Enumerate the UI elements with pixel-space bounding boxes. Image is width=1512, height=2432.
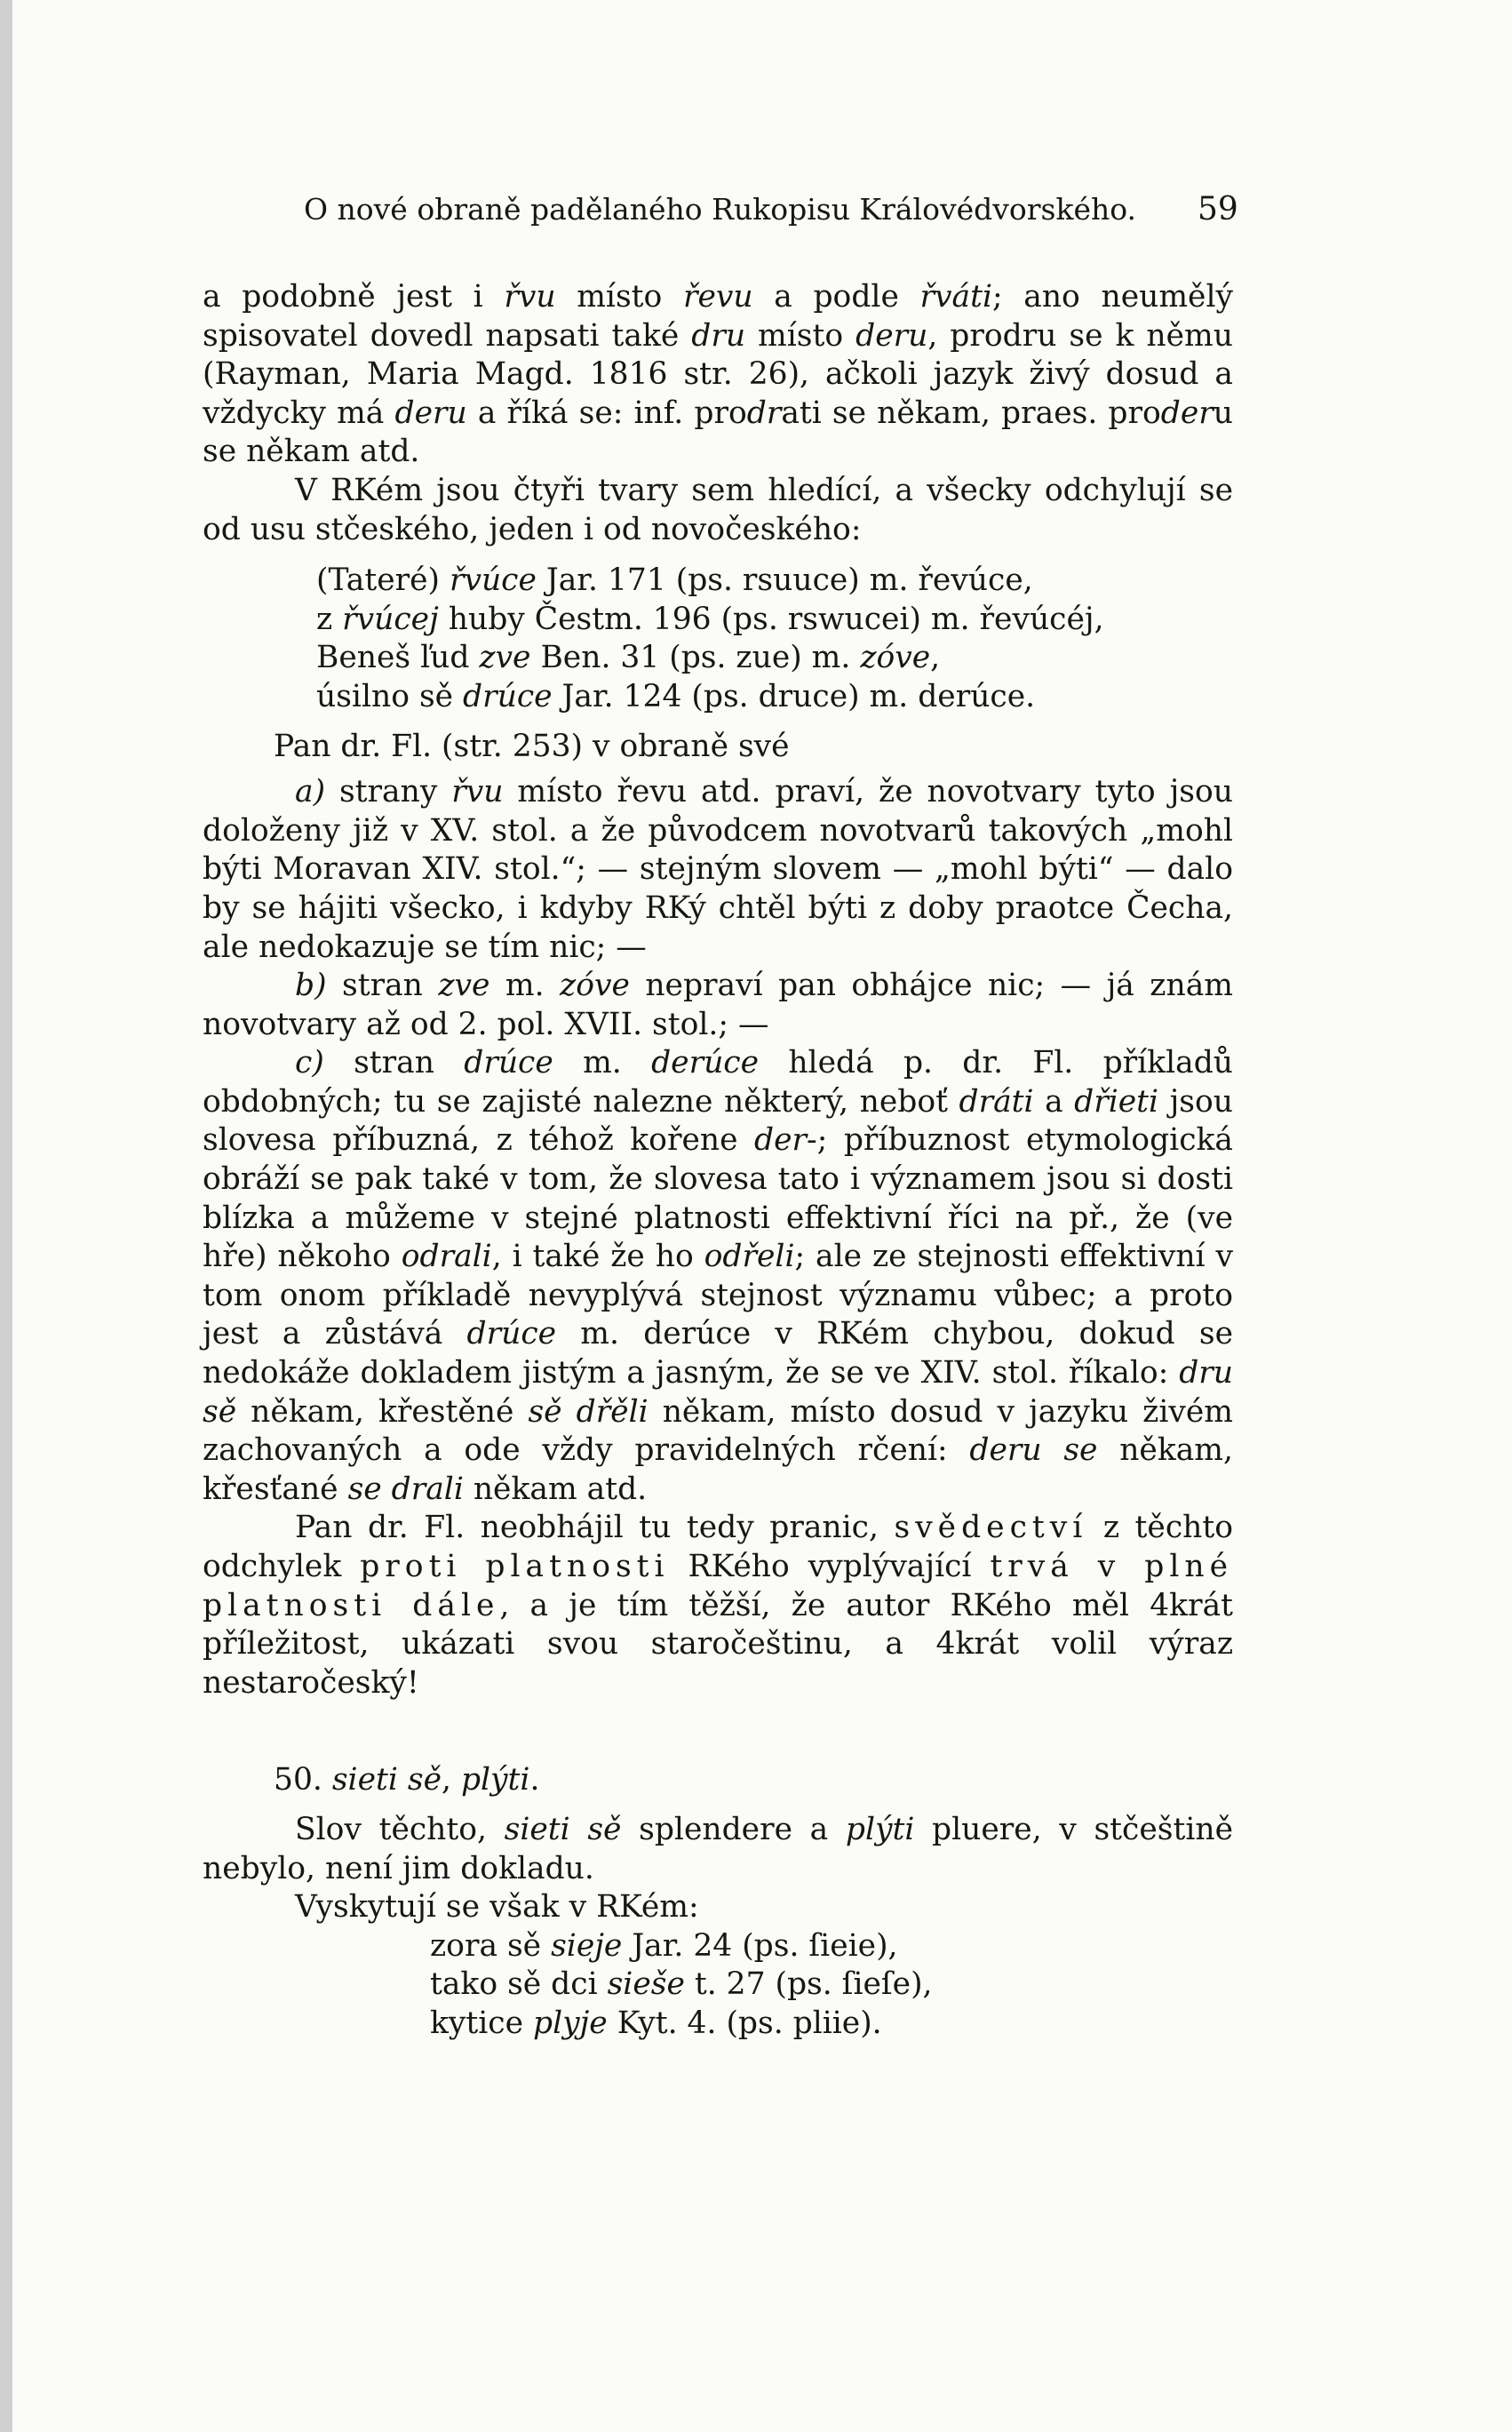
scan-left-edge bbox=[0, 0, 12, 2432]
page-number: 59 bbox=[1198, 191, 1238, 227]
paragraph-1: a podobně jest i řvu místo řevu a podle řváti; ano neumělý spisovatel dovedl napsati také dru místo deru, prodru se k němu (Rayman, Maria Magd. 1816 str. 26), ačkoli jazyk živý dosud a vždycky má deru a říká se: inf. prodrati se někam, praes. proderu se někam atd. bbox=[203, 279, 1233, 470]
paragraph-c: c) stran drúce m. derúce hledá p. dr. Fl. příkladů obdobných; tu se zajisté nalezne některý, neboť dráti a dřieti jsou slovesa příbuzná, z téhož kořene der-; příbuznost etymologická obráží se pak také v tom, že slovesa tato i významem jsou si dosti blízka a můžeme v stejné platnosti effektivní říci na př., že (ve hře) někoho odrali, i také že ho odřeli; ale ze stejnosti effektivní v tom onom příkladě nevyplývá stejnost významu vůbec; a proto jest a zůstává drúce m. derúce v RKém chybou, dokud se nedokáže dokladem jistým a jasným, že se ve XIV. stol. říkalo: dru sě někam, křestěné sě dřěli někam, místo dosud v jazyku živém zachovaných a ode vždy pravidelných rčení: deru se někam, křesťané se drali někam atd. bbox=[203, 1045, 1233, 1507]
quote-line: úsilno sě drúce Jar. 124 (ps. druce) m. derúce. bbox=[316, 678, 1036, 714]
body-text bbox=[203, 278, 1233, 2044]
paragraph-5: Slov těchto, sieti sě splendere a plýti pluere, v stčeštině nebylo, není jim dokladu. bbox=[203, 1811, 1233, 1886]
paragraph-a: a) strany řvu místo řevu atd. praví, že novotvary tyto jsou doloženy již v XV. stol. a že původcem novotvarů takových „mohl býti Moravan XIV. stol.“; — stejným slovem — „mohl býti“ — dalo by se hájiti všecko, i kdyby RKý chtěl býti z doby praotce Čecha, ale nedokazuje se tím nic; — bbox=[203, 774, 1233, 965]
quote-block-1 bbox=[316, 562, 1233, 716]
paragraph-6: Vyskytují se však v RKém: bbox=[295, 1889, 699, 1926]
quote-line: kytice plyje Kyt. 4. (ps. pliie). bbox=[430, 2005, 882, 2041]
paragraph-b: b) stran zve m. zóve nepraví pan obhájce nic; — já znám novotvary až od 2. pol. XVII. stol.; — bbox=[203, 968, 1233, 1042]
section-gap bbox=[203, 1702, 1233, 1761]
paragraph-4: Pan dr. Fl. neobhájil tu tedy pranic, svědectví z těchto odchylek proti platnosti RKého vyplývající trvá v plné platnosti dále, a je tím těžší, že autor RKého měl 4krát příležitost, ukázati svou staročeštinu, a 4krát volil výraz nestaročeský! bbox=[203, 1510, 1234, 1701]
section-heading-50: 50. sieti sě, plýti. bbox=[274, 1762, 540, 1798]
paragraph-3: Pan dr. Fl. (str. 253) v obraně své bbox=[274, 728, 790, 764]
quote-line: z řvúcej huby Čestm. 196 (ps. rswucei) m. řevúcéj, bbox=[316, 601, 1104, 637]
quote-line: Beneš ľud zve Ben. 31 (ps. zue) m. zóve, bbox=[316, 640, 941, 676]
quote-line: (Tateré) řvúce Jar. 171 (ps. rsuuce) m. řevúce, bbox=[316, 562, 1033, 599]
running-header: O nové obraně padělaného Rukopisu Královédvorského. bbox=[304, 192, 1137, 227]
quote-line: tako sě dci sieše t. 27 (ps. ſieſe), bbox=[430, 1966, 933, 2003]
paragraph-2: V RKém jsou čtyři tvary sem hledící, a všecky odchylují se od usu stčeského, jeden i od novočeského: bbox=[203, 472, 1233, 547]
quote-block-2 bbox=[430, 1927, 1233, 2044]
quote-line: zora sě sieje Jar. 24 (ps. ſieie), bbox=[430, 1927, 898, 1964]
